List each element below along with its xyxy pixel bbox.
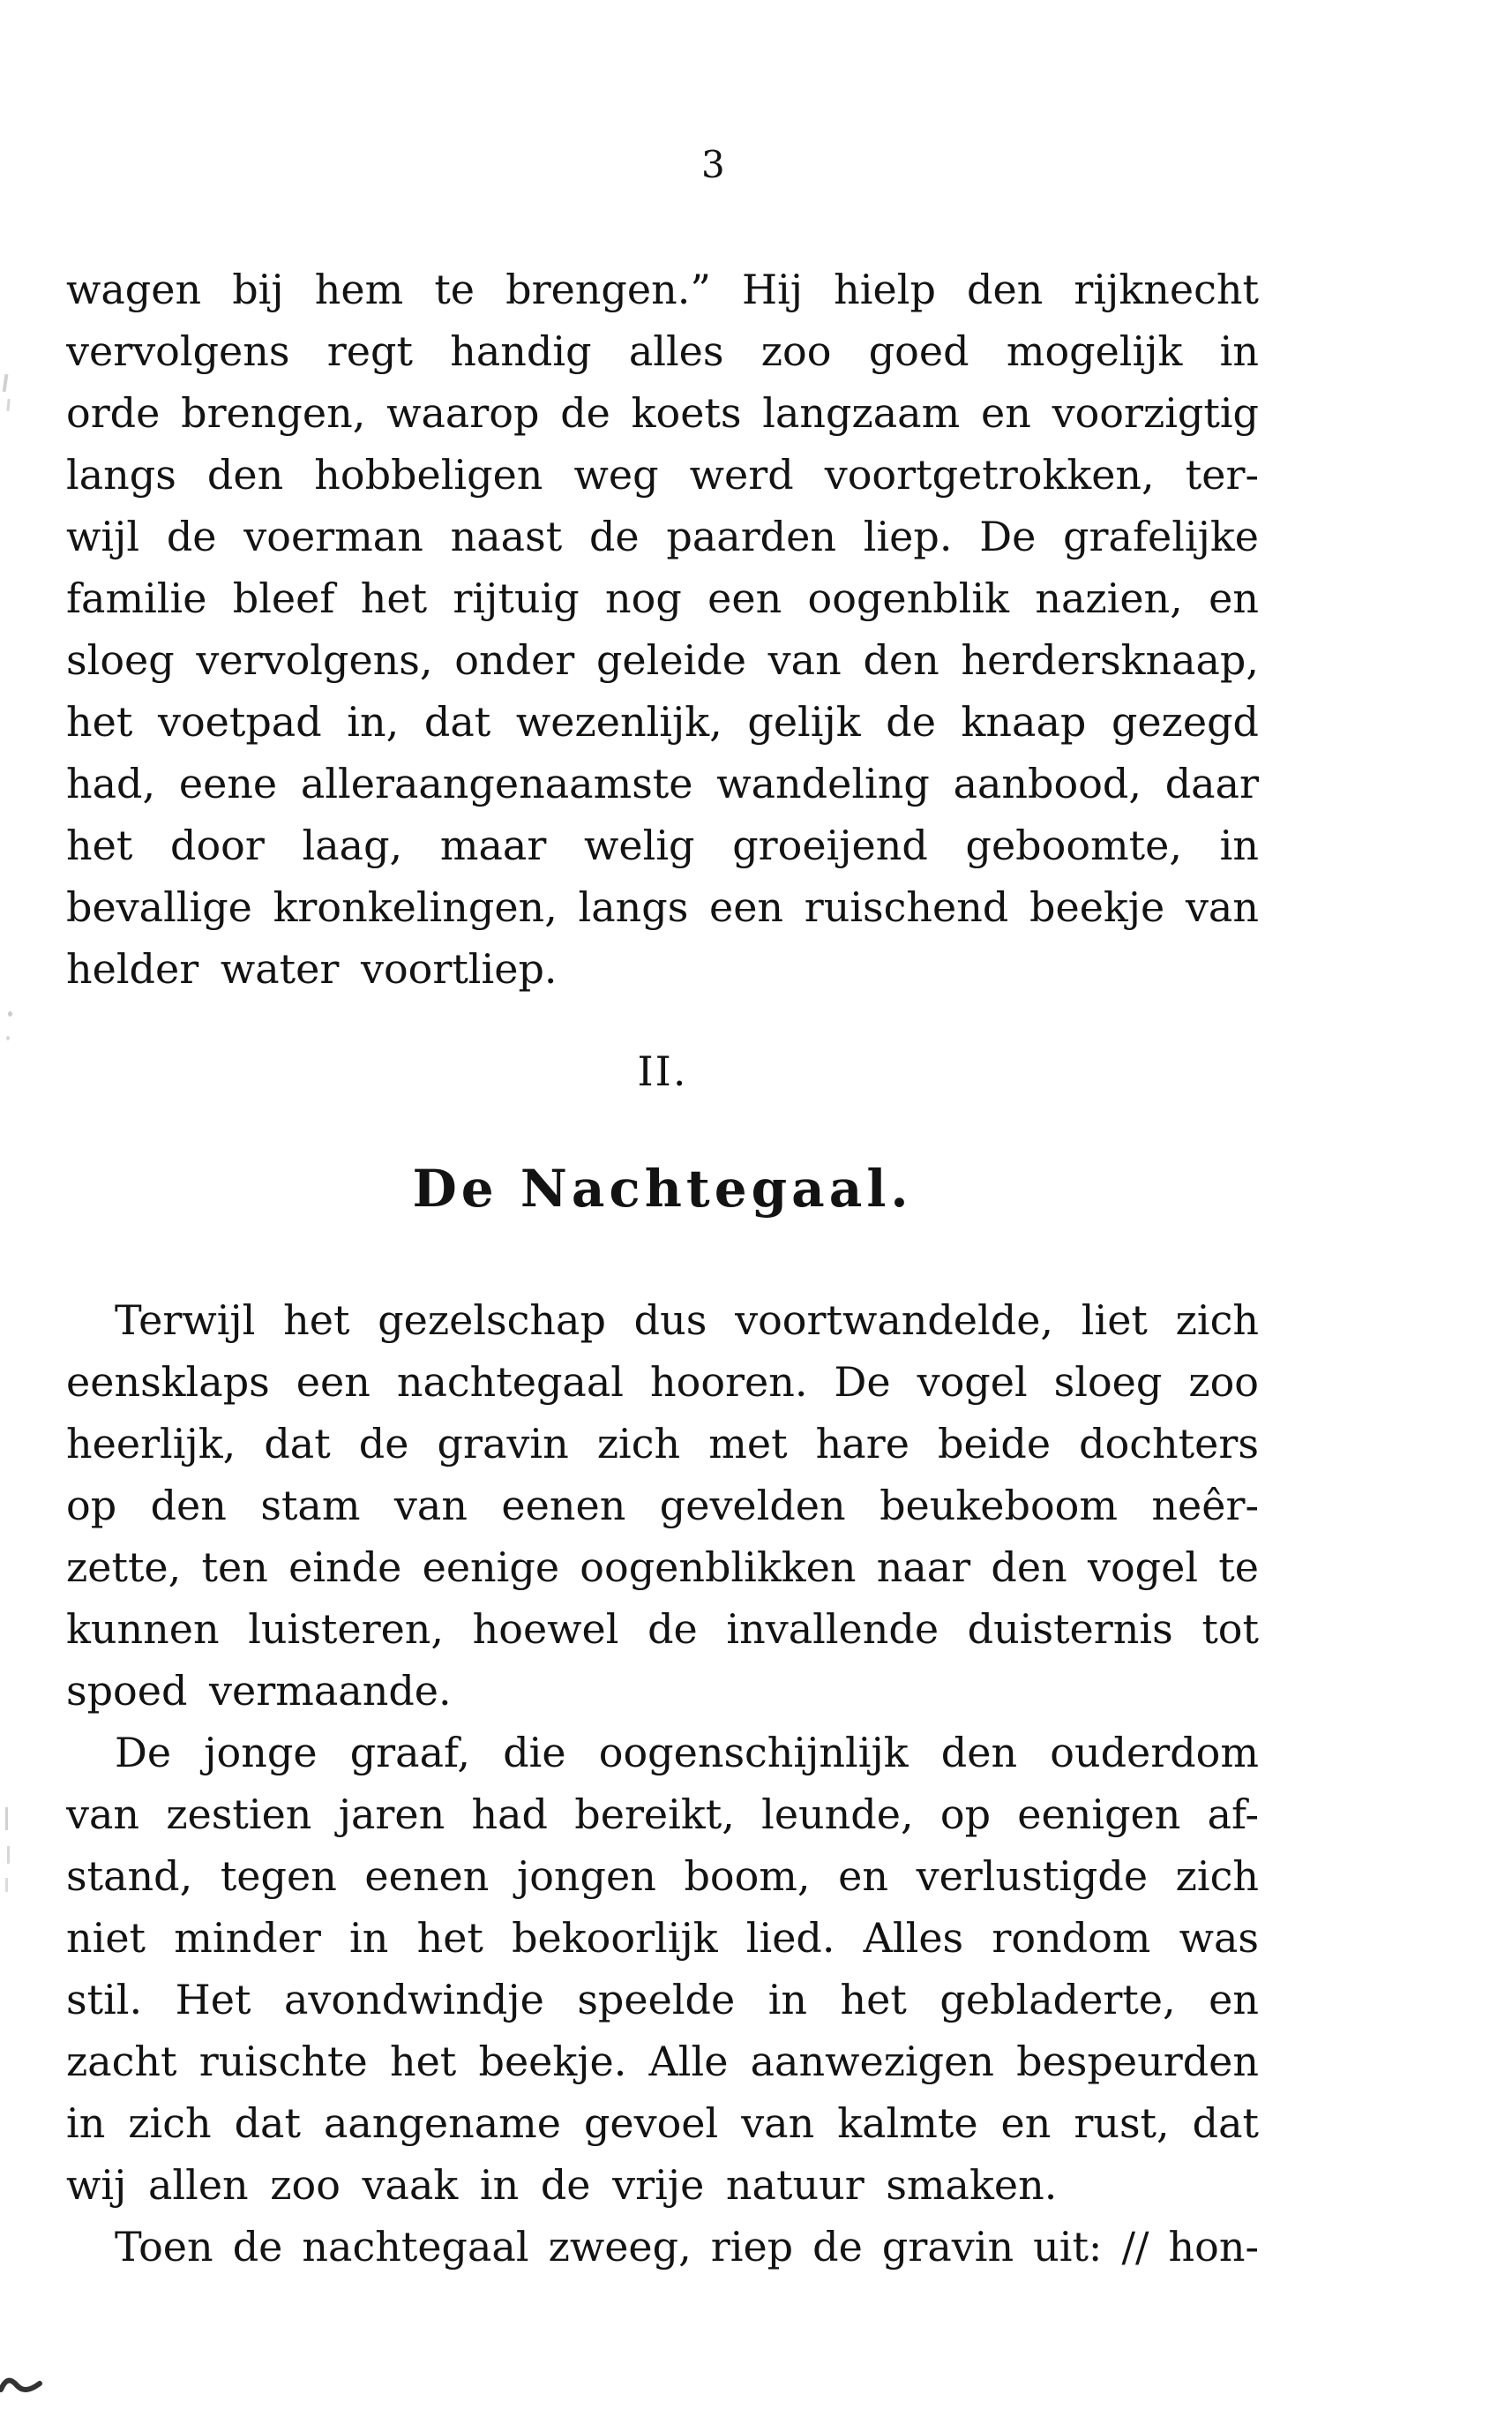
scan-smudge: [6, 1036, 10, 1040]
text-line: heerlijk, dat de gravin zich met hare beide dochters: [66, 1420, 1259, 1467]
chapter-number-heading: II.: [637, 1047, 688, 1095]
text-line: in zich dat aangename gevoel van kalmte en rust, dat: [66, 2099, 1259, 2147]
text-line: vervolgens regt handig alles zoo goed mogelijk in: [66, 327, 1259, 375]
paragraph: [66, 2216, 1259, 2278]
text-line: spoed vermaande.: [66, 1667, 452, 1715]
text-line: het door laag, maar welig groeijend geboomte, in: [66, 822, 1259, 869]
text-line: wijl de voerman naast de paarden liep. De grafelijke: [66, 513, 1259, 560]
text-line: Toen de nachtegaal zweeg, riep de gravin uit: // hon-: [115, 2223, 1259, 2271]
text-line: stand, tegen eenen jongen boom, en verlustigde zich: [66, 1852, 1259, 1900]
scan-smudge: [5, 1878, 8, 1892]
text-column: [66, 259, 1259, 2278]
paragraph: [66, 1289, 1259, 1722]
scan-smudge: [5, 1807, 8, 1830]
text-line: orde brengen, waarop de koets langzaam en voorzigtig: [66, 389, 1259, 437]
text-line: familie bleef het rijtuig nog een oogenblik nazien, en: [66, 574, 1259, 622]
text-line: De jonge graaf, die oogenschijnlijk den ouderdom: [115, 1729, 1259, 1776]
text-line: kunnen luisteren, hoewel de invallende duisternis tot: [66, 1605, 1259, 1653]
text-line: niet minder in het bekoorlijk lied. Alles rondom was: [66, 1914, 1259, 1962]
paragraph: [66, 259, 1259, 1000]
text-line: op den stam van eenen gevelden beukeboom neêr-: [66, 1482, 1259, 1529]
text-line: bevallige kronkelingen, langs een ruischend beekje van: [66, 883, 1259, 931]
text-line: het voetpad in, dat wezenlijk, gelijk de knaap gezegd: [66, 698, 1259, 746]
text-line: helder water voortliep.: [66, 945, 558, 993]
text-line: stil. Het avondwindje speelde in het gebladerte, en: [66, 1976, 1259, 2023]
scan-smudge: [8, 1011, 12, 1017]
text-line: zacht ruischte het beekje. Alle aanwezigen bespeurden: [66, 2038, 1259, 2085]
text-line: had, eene alleraangenaamste wandeling aanbood, daar: [66, 760, 1259, 807]
chapter-title-heading: De Nachtegaal.: [412, 1159, 913, 1219]
text-line: sloeg vervolgens, onder geleide van den herdersknaap,: [66, 636, 1259, 684]
text-line: eensklaps een nachtegaal hooren. De vogel sloeg zoo: [66, 1358, 1259, 1406]
text-line: Terwijl het gezelschap dus voortwandelde, liet zich: [115, 1296, 1259, 1344]
text-line: langs den hobbeligen weg werd voortgetrokken, ter-: [66, 451, 1259, 499]
text-line: van zestien jaren had bereikt, leunde, op eenigen af-: [66, 1790, 1259, 1838]
scan-smudge: [7, 1846, 10, 1864]
paragraph: [66, 1722, 1259, 2216]
scan-smudge: [6, 399, 10, 411]
text-line: wagen bij hem te brengen.” Hij hielp den rijknecht: [66, 266, 1259, 313]
scan-smudge: [3, 374, 9, 392]
scan-mark: [0, 2365, 42, 2400]
text-line: zette, ten einde eenige oogenblikken naar den vogel te: [66, 1543, 1259, 1591]
text-line: wij allen zoo vaak in de vrije natuur smaken.: [66, 2161, 1058, 2209]
page-number: 3: [701, 143, 725, 186]
